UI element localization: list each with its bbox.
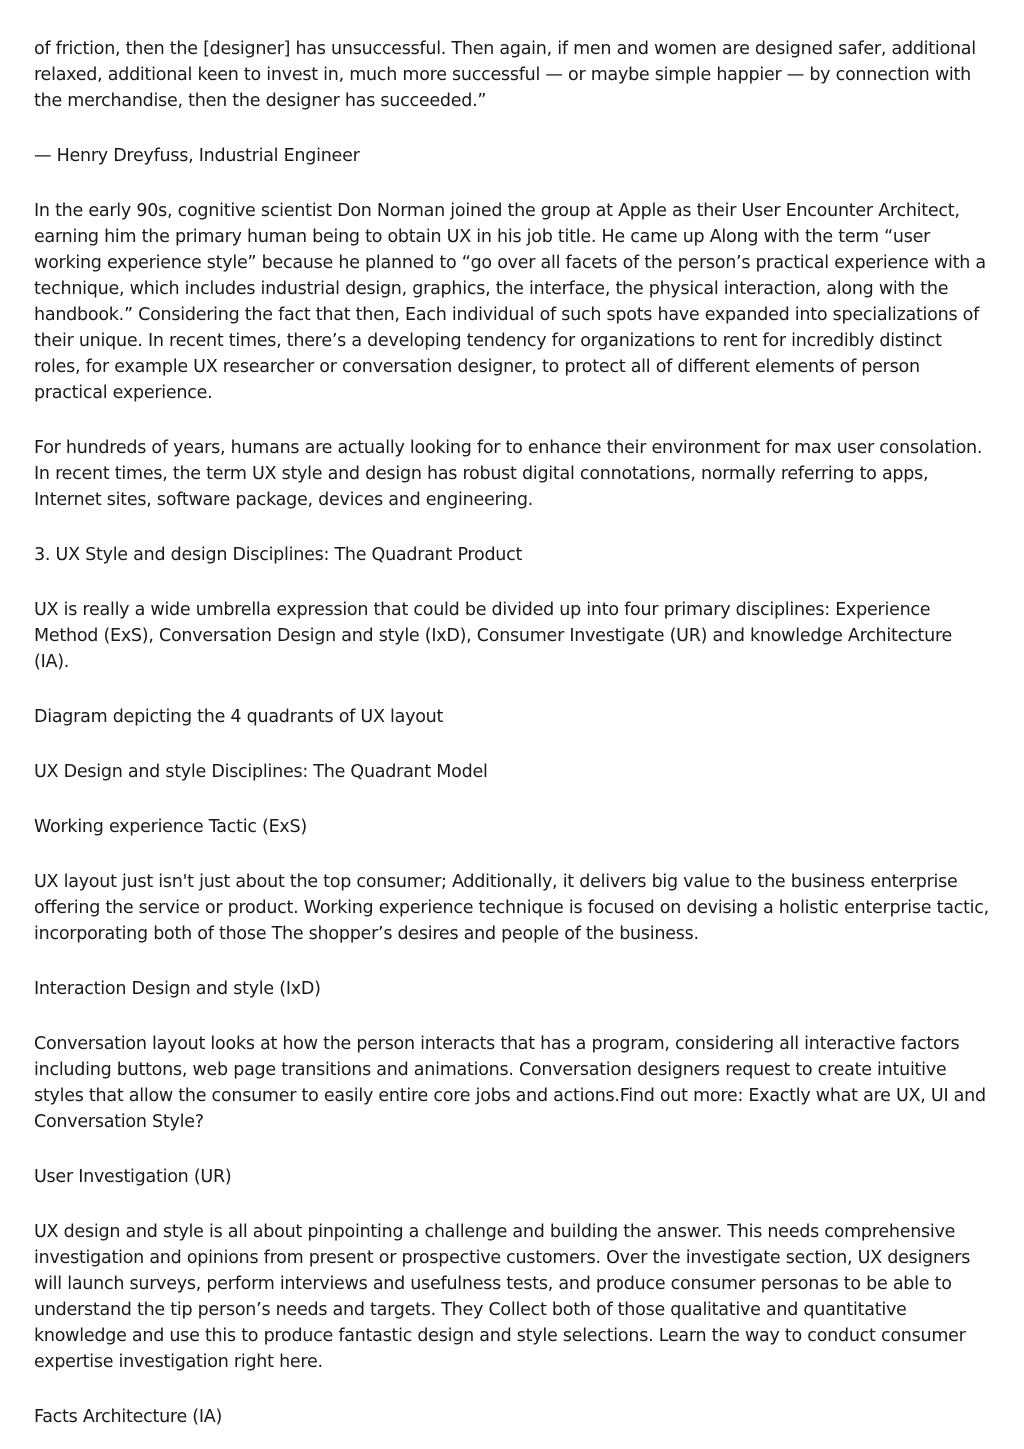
ur-paragraph: UX design and style is all about pinpointing a challenge and building the answer. This needs comprehensive investigation and opinions from present or prospective customers. Over the investigate section, UX designers will launch surveys, perform interviews and usefulness tests, and produce consumer personas to be able to understand the tip person’s needs and targets. They Collect both of those qualitative and quantitative knowledge and use this to produce fantastic design and style selections. Learn the way to conduct consumer expertise investigation right here. bbox=[34, 1222, 971, 1372]
quote-continuation-paragraph: of friction, then the [designer] has unsuccessful. Then again, if men and women are designed safer, additional relaxed, additional keen to invest in, much more successful — or maybe simple happier — by connection with the merchandise, then the designer has succeeded.” bbox=[34, 39, 976, 111]
diagram-alt-text: Diagram depicting the 4 quadrants of UX layout bbox=[34, 707, 444, 727]
exs-paragraph: UX layout just isn't just about the top consumer; Additionally, it delivers big value to the business enterprise offering the service or product. Working experience technique is focused on devising a holistic enterprise tactic, incorporating both of those The shopper’s desires and people of the business. bbox=[34, 872, 989, 944]
disciplines-intro-paragraph: UX is really a wide umbrella expression that could be divided up into four primary disciplines: Experience Method (ExS), Conversation Design and style (IxD), Consumer Investigate (UR) and knowledge Architecture (IA). bbox=[34, 600, 953, 672]
subheading-ixd: Interaction Design and style (IxD) bbox=[34, 979, 321, 999]
subheading-ia: Facts Architecture (IA) bbox=[34, 1407, 223, 1427]
section-heading-disciplines: 3. UX Style and design Disciplines: The Quadrant Product bbox=[34, 545, 523, 565]
subheading-ur: User Investigation (UR) bbox=[34, 1167, 232, 1187]
subheading-exs: Working experience Tactic (ExS) bbox=[34, 817, 307, 837]
history-paragraph: In the early 90s, cognitive scientist Don Norman joined the group at Apple as their User Encounter Architect, earning him the primary human being to obtain UX in his job title. He came up Along with the term “user working experience style” because he planned to “go over all facets of the person’s practical experience with a technique, which includes industrial design, graphics, the interface, the physical interaction, along with the handbook.” Considering the fact that then, Each individual of such spots have expanded into specializations of their unique. In recent times, there’s a developing tendency for organizations to rent for incredibly distinct roles, for example UX researcher or conversation designer, to protect all of different elements of person practical experience. bbox=[34, 201, 986, 403]
ixd-paragraph: Conversation layout looks at how the person interacts that has a program, considering all interactive factors including buttons, web page transitions and animations. Conversation designers request to create intuitive styles that allow the consumer to easily entire core jobs and actions.Find out more: Exactly what are UX, UI and Conversation Style? bbox=[34, 1034, 986, 1132]
diagram-caption: UX Design and style Disciplines: The Quadrant Model bbox=[34, 762, 488, 782]
ux-connotations-paragraph: For hundreds of years, humans are actually looking for to enhance their environment for max user consolation. In recent times, the term UX style and design has robust digital connotations, normally referring to apps, Internet sites, software package, devices and engineering. bbox=[34, 438, 983, 510]
quote-attribution: — Henry Dreyfuss, Industrial Engineer bbox=[34, 146, 360, 166]
